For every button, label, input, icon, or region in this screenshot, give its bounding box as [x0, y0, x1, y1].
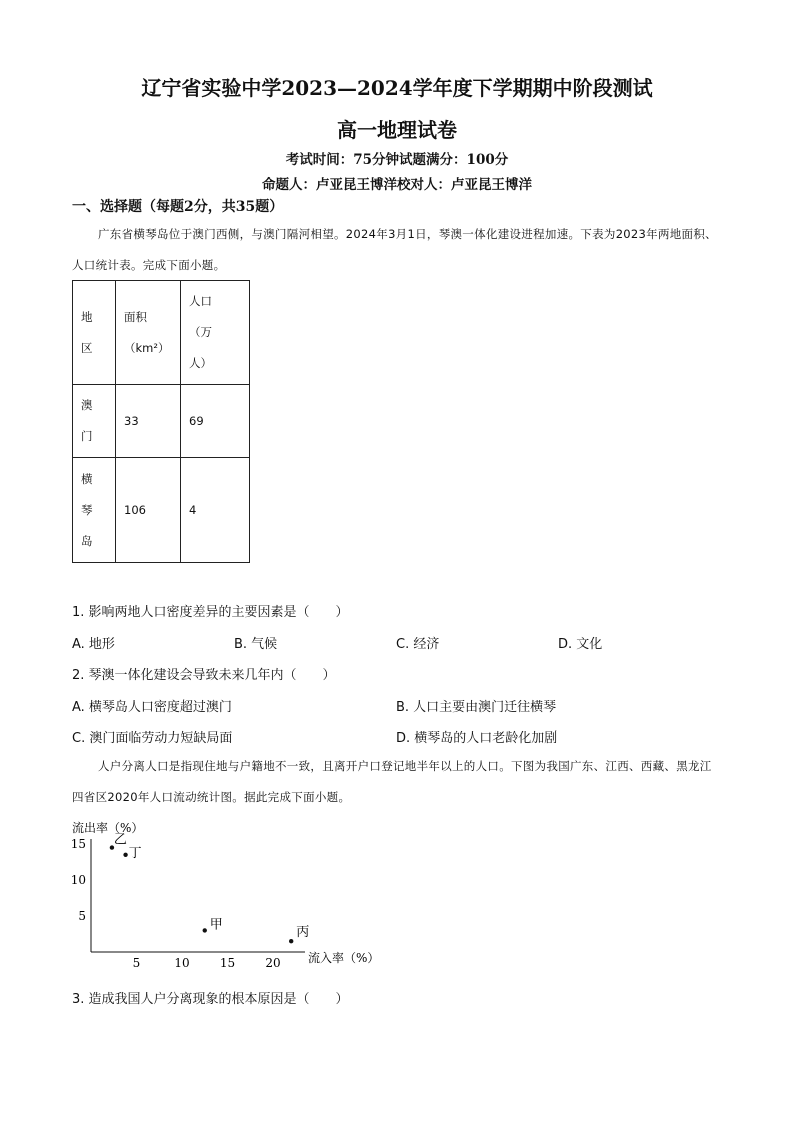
authors-line: 命题人：卢亚昆王博洋校对人：卢亚昆王博洋: [262, 177, 532, 193]
table-cell: 33: [116, 385, 181, 458]
data-point-label: 乙: [113, 832, 127, 848]
question-2-option-a[interactable]: A. 横琴岛人口密度超过澳门: [72, 700, 232, 715]
y-axis-label: 流出率（%）: [72, 821, 144, 835]
data-point-label: 甲: [209, 917, 223, 933]
area-population-table: [72, 280, 250, 563]
question-2-option-c[interactable]: C. 澳门面临劳动力短缺局面: [72, 731, 233, 746]
question-1-option-b[interactable]: B. 气候: [234, 637, 278, 652]
question-1-stem: 1. 影响两地人口密度差异的主要因素是（ ）: [72, 605, 349, 620]
paper-subtitle: 高一地理试卷: [337, 118, 457, 142]
y-tick-label: 15: [70, 837, 86, 851]
section-title: 一、选择题（每题2分，共35题）: [72, 199, 284, 215]
table-cell: 106: [116, 458, 181, 563]
data-point-label: 丁: [128, 845, 142, 861]
exam-info: 考试时间：75分钟试题满分：100分: [285, 152, 509, 168]
question-2-option-d[interactable]: D. 横琴岛的人口老龄化加剧: [396, 731, 558, 746]
x-tick-label: 5: [132, 956, 141, 970]
passage-1: 广东省横琴岛位于澳门西侧，与澳门隔河相望。2024年3月1日，琴澳一体化建设进程加速。下表为2023年两地面积、人口统计表。完成下面小题。: [72, 227, 717, 272]
table-cell: 澳门: [73, 385, 116, 458]
data-point-label: 丙: [296, 925, 310, 941]
population-flow-chart: [60, 815, 400, 975]
x-tick-label: 15: [219, 956, 236, 970]
paper-title: 辽宁省实验中学2023—2024学年度下学期期中阶段测试: [141, 76, 653, 100]
data-point: [123, 853, 127, 857]
question-3-stem: 3. 造成我国人户分离现象的根本原因是（ ）: [72, 992, 349, 1007]
table-header-cell: 面积（km²）: [116, 281, 181, 385]
table-cell: 横琴岛: [73, 458, 116, 563]
table-header-cell: 人口（万人）: [181, 281, 250, 385]
table-row: [73, 458, 250, 563]
table-cell: 4: [181, 458, 250, 563]
question-1-option-c[interactable]: C. 经济: [396, 637, 440, 652]
x-tick-label: 10: [174, 956, 190, 970]
question-1-option-a[interactable]: A. 地形: [72, 637, 115, 652]
question-2-stem: 2. 琴澳一体化建设会导致未来几年内（ ）: [72, 668, 336, 683]
data-point: [289, 939, 293, 943]
x-tick-label: 20: [265, 956, 281, 970]
y-tick-label: 5: [78, 909, 86, 923]
question-2-option-b[interactable]: B. 人口主要由澳门迁往横琴: [396, 700, 557, 715]
table-cell: 69: [181, 385, 250, 458]
passage-2: 人户分离人口是指现住地与户籍地不一致，且离开户口登记地半年以上的人口。下图为我国广东、江西、西藏、黑龙江四省区2020年人口流动统计图。据此完成下面小题。: [72, 759, 712, 804]
table-row: [73, 385, 250, 458]
table-header-cell: 地区: [73, 281, 116, 385]
x-axis-label: 流入率（%）: [308, 951, 380, 965]
table-header-row: [73, 281, 250, 385]
question-1-option-d[interactable]: D. 文化: [558, 637, 603, 652]
data-point: [203, 928, 207, 932]
y-tick-label: 10: [70, 873, 86, 887]
